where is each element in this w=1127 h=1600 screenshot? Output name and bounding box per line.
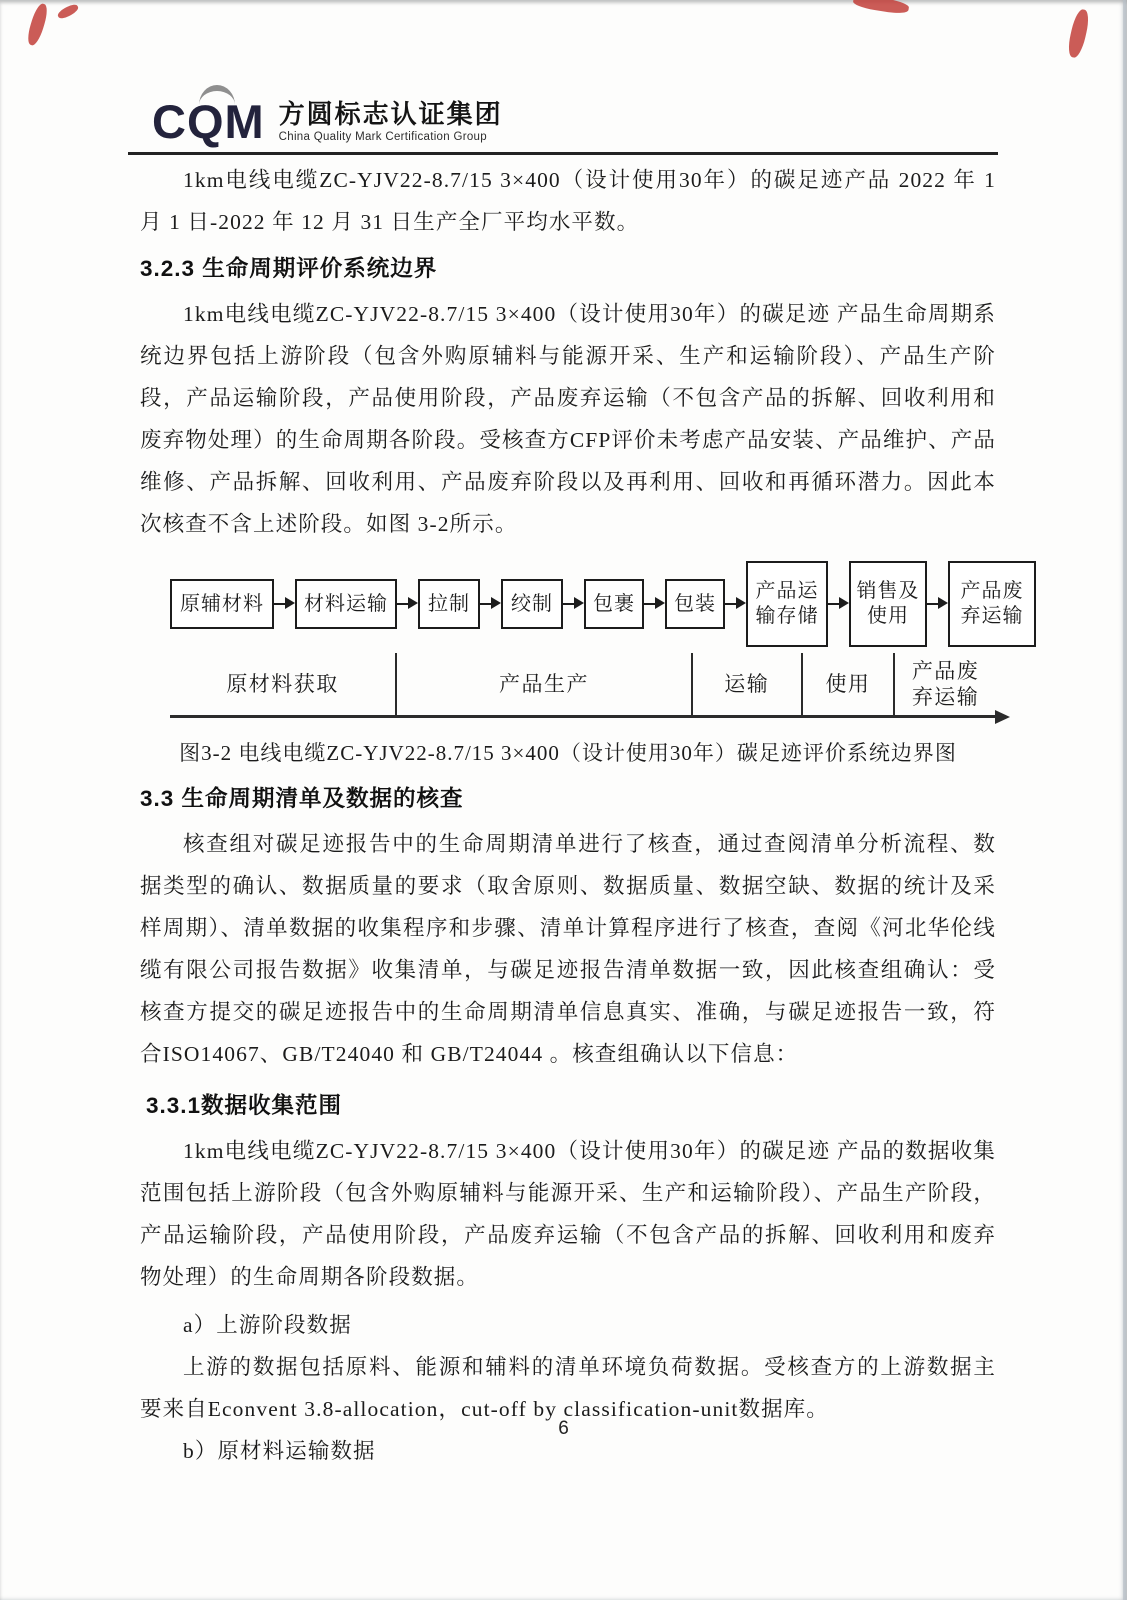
- phase-label-use: 使用: [803, 653, 896, 715]
- paragraph-3-2-3: 1km电线电缆ZC-YJV22-8.7/15 3×400（设计使用30年）的碳足迹 产品生命周期系统边界包括上游阶段（包含外购原辅料与能源开采、生产和运输阶段）、产品生产阶段，产品运输阶段，产品使用阶段，产品废弃运输（不包含产品的拆解、回收利用和废弃物处理）的生命周期各阶段。受核查方CFP评价未考虑产品安装、产品维护、产品维修、产品拆解、回收利用、产品废弃阶段以及再利用、回收和再循环潜力。因此本次核查不含上述阶段。如图 3-2所示。: [140, 302, 996, 536]
- paragraph-upstream-data: 上游的数据包括原料、能源和辅料的清单环境负荷数据。受核查方的上游数据主要来自Econvent 3.8-allocation，cut-off by classification-unit数据库。: [140, 1355, 996, 1421]
- section-heading-3-2-3: 3.2.3 生命周期评价系统边界: [140, 256, 438, 281]
- phase-label-disposal: 产品废弃运输: [911, 659, 980, 709]
- paragraph-3-3: 核查组对碳足迹报告中的生命周期清单进行了核查，通过查阅清单分析流程、数据类型的确认、数据质量的要求（取舍原则、数据质量、数据空缺、数据的统计及采样周期）、清单数据的收集程序和步骤、清单计算程序进行了核查，查阅《河北华伦线缆有限公司报告数据》收集清单，与碳足迹报告清单数据一致，因此核查组确认：受核查方提交的碳足迹报告中的生命周期清单信息真实、准确，与碳足迹报告一致，符合ISO14067、GB/T24040 和 GB/T24044 。核查组确认以下信息：: [140, 832, 996, 1066]
- flow-arrow-icon: [563, 603, 575, 606]
- section-heading-3-3-1: 3.3.1数据收集范围: [146, 1093, 343, 1118]
- section-heading-3-3: 3.3 生命周期清单及数据的核查: [140, 786, 464, 811]
- flow-arrow-icon: [725, 603, 737, 606]
- brand-block: [279, 100, 503, 145]
- flow-arrow-icon: [397, 603, 409, 606]
- list-item-b: b）原材料运输数据: [183, 1439, 376, 1463]
- flow-box-packing: 包装: [665, 579, 725, 629]
- phase-label-transport: 运输: [693, 653, 803, 715]
- flow-arrow-icon: [480, 603, 492, 606]
- flow-box-stranding: 绞制: [501, 579, 563, 629]
- red-ink-mark: [1066, 8, 1092, 59]
- red-ink-mark: [56, 2, 80, 20]
- phase-axis: [170, 653, 996, 718]
- flow-arrow-icon: [828, 603, 840, 606]
- brand-name-en: China Quality Mark Certification Group: [278, 131, 487, 143]
- paragraph-3-3-1: 1km电线电缆ZC-YJV22-8.7/15 3×400（设计使用30年）的碳足迹 产品的数据收集范围包括上游阶段（包含外购原辅料与能源开采、生产和运输阶段）、产品生产阶段，产品运输阶段，产品使用阶段，产品废弃运输（不包含产品的拆解、回收利用和废弃物处理）的生命周期各阶段数据。: [140, 1139, 996, 1289]
- cqm-logo: [152, 95, 265, 148]
- logo-arc-icon: [199, 85, 235, 105]
- brand-name-cn: 方圆标志认证集团: [278, 99, 503, 130]
- red-ink-mark: [25, 2, 50, 47]
- flow-box-transport-storage: 产品运输存储: [746, 561, 828, 647]
- flow-box-drawing: 拉制: [418, 579, 480, 629]
- flow-diagram-figure-3-2: [170, 561, 1024, 718]
- flow-box-disposal-transport: 产品废弃运输: [948, 561, 1036, 647]
- phase-label-production: 产品生产: [397, 653, 693, 715]
- logo-text: CQM: [152, 95, 265, 148]
- list-item-a: a）上游阶段数据: [183, 1313, 352, 1337]
- flow-box-wrapping: 包裹: [584, 579, 644, 629]
- paragraph-intro: 1km电线电缆ZC-YJV22-8.7/15 3×400（设计使用30年）的碳足迹产品 2022 年 1 月 1 日-2022 年 12 月 31 日生产全厂平均水平数。: [140, 168, 996, 234]
- flow-arrow-icon: [274, 603, 286, 606]
- flow-boxes-row: [170, 561, 1024, 647]
- header: [152, 95, 996, 148]
- flow-arrow-icon: [927, 603, 939, 606]
- flow-arrow-icon: [644, 603, 656, 606]
- flow-box-material-transport: 材料运输: [295, 579, 397, 629]
- scan-edge-shadow: [1123, 0, 1126, 1600]
- flow-box-sales-use: 销售及使用: [849, 561, 927, 647]
- page-number: 6: [558, 1418, 569, 1439]
- flow-box-raw-materials: 原辅材料: [170, 579, 274, 629]
- phase-label-raw-material: 原材料获取: [170, 653, 397, 715]
- figure-caption: 图3-2 电线电缆ZC-YJV22-8.7/15 3×400（设计使用30年）碳足迹评价系统边界图: [179, 741, 957, 765]
- header-rule: [128, 152, 998, 155]
